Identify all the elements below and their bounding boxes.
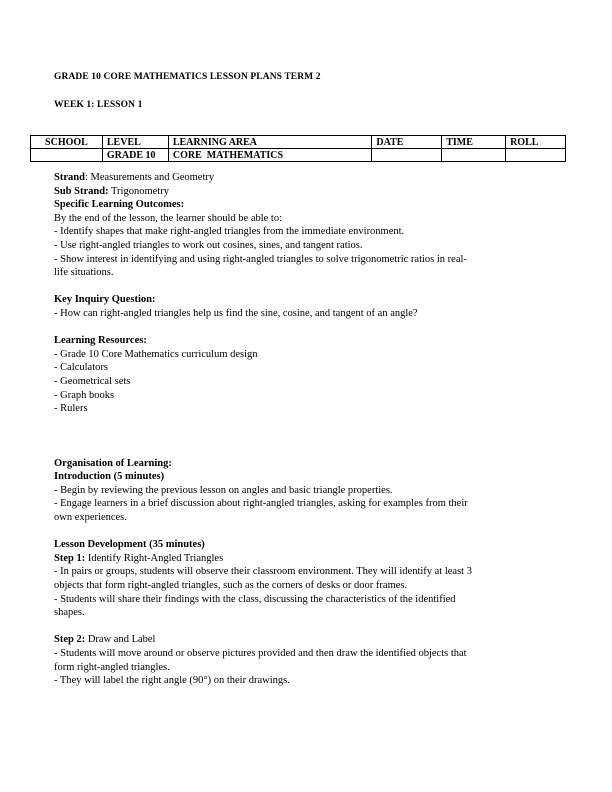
list-item: - Use right-angled triangles to work out cosines, sines, and tangent ratios. (54, 239, 363, 251)
list-item: - Calculators (54, 362, 108, 374)
step2-title: Draw and Label (85, 634, 156, 646)
resources-label: Learning Resources: (54, 335, 147, 347)
table-header-row (31, 136, 566, 149)
document-title: GRADE 10 CORE MATHEMATICS LESSON PLANS TERM 2 (54, 72, 321, 82)
introduction-label: Introduction (5 minutes) (54, 471, 165, 483)
development-label: Lesson Development (35 minutes) (54, 539, 205, 551)
table-header-level: LEVEL (102, 136, 168, 149)
table-cell-learning-area: CORE MATHEMATICS (168, 149, 372, 162)
table-header-school: SCHOOL (31, 136, 103, 149)
list-item: - Students will move around or observe pictures provided and then draw the identified objects that (54, 648, 467, 659)
list-item: objects that form right-angled triangles, such as the corners of desks or door frames. (54, 580, 408, 592)
table-header-learning-area: LEARNING AREA (168, 136, 372, 149)
lesson-heading: WEEK 1: LESSON 1 (54, 100, 143, 110)
table-cell-date (372, 149, 442, 162)
table-cell-level: GRADE 10 (102, 149, 168, 162)
step1-heading (54, 552, 544, 566)
lesson-info-table (30, 135, 566, 162)
lesson-body (54, 171, 544, 688)
list-item: own experiences. (54, 512, 127, 524)
step1-label: Step 1: (54, 552, 86, 564)
organisation-label: Organisation of Learning: (54, 457, 172, 469)
list-item: - Grade 10 Core Mathematics curriculum design (54, 348, 258, 360)
list-item: shapes. (54, 607, 85, 619)
list-item: - Identify shapes that make right-angled triangles from the immediate environment. (54, 226, 405, 238)
step1-title: Identify Right-Angled Triangles (85, 552, 224, 564)
table-cell-school (31, 149, 103, 162)
list-item: - Rulers (54, 403, 88, 415)
resources-heading (54, 334, 544, 348)
table-header-date: DATE (372, 136, 442, 149)
list-item: form right-angled triangles. (54, 661, 170, 673)
outcomes-label: Specific Learning Outcomes: (54, 199, 185, 211)
outcomes-heading (54, 198, 544, 212)
development-heading (54, 538, 544, 552)
list-item: - In pairs or groups, students will observe their classroom environment. They will identify at least 3 (54, 566, 472, 578)
strand-label: Strand (54, 172, 85, 183)
sub-strand-value: Trigonometry (108, 185, 169, 197)
table-cell-time (442, 149, 506, 162)
list-item: - Engage learners in a brief discussion about right-angled triangles, asking for examples from their (54, 498, 468, 510)
list-item: - Graph books (54, 389, 115, 401)
table-header-roll: ROLL (506, 136, 566, 149)
outcomes-intro: By the end of the lesson, the learner should be able to: (54, 212, 283, 224)
strand-line (54, 171, 544, 185)
table-header-time: TIME (442, 136, 506, 149)
step2-heading (54, 633, 544, 647)
list-item: - Geometrical sets (54, 375, 131, 387)
list-item: - Show interest in identifying and using right-angled triangles to solve trigonometric ratios in real- (54, 253, 467, 265)
list-item: - How can right-angled triangles help us find the sine, cosine, and tangent of an angle? (54, 307, 418, 319)
list-item: - They will label the right angle (90°) on their drawings. (54, 675, 290, 687)
list-item: life situations. (54, 267, 114, 279)
sub-strand-label: Sub Strand: (54, 185, 109, 197)
list-item: - Begin by reviewing the previous lesson on angles and basic triangle properties. (54, 484, 393, 496)
introduction-heading (54, 470, 544, 484)
step2-label: Step 2: (54, 634, 86, 646)
strand-value: : Measurements and Geometry (84, 172, 215, 183)
list-item: - Students will share their findings with the class, discussing the characteristics of the identified (54, 593, 456, 605)
organisation-heading (54, 457, 544, 471)
inquiry-label: Key Inquiry Question: (54, 294, 156, 306)
inquiry-heading (54, 293, 544, 307)
table-row (31, 149, 566, 162)
table-cell-roll (506, 149, 566, 162)
sub-strand-line (54, 185, 544, 199)
